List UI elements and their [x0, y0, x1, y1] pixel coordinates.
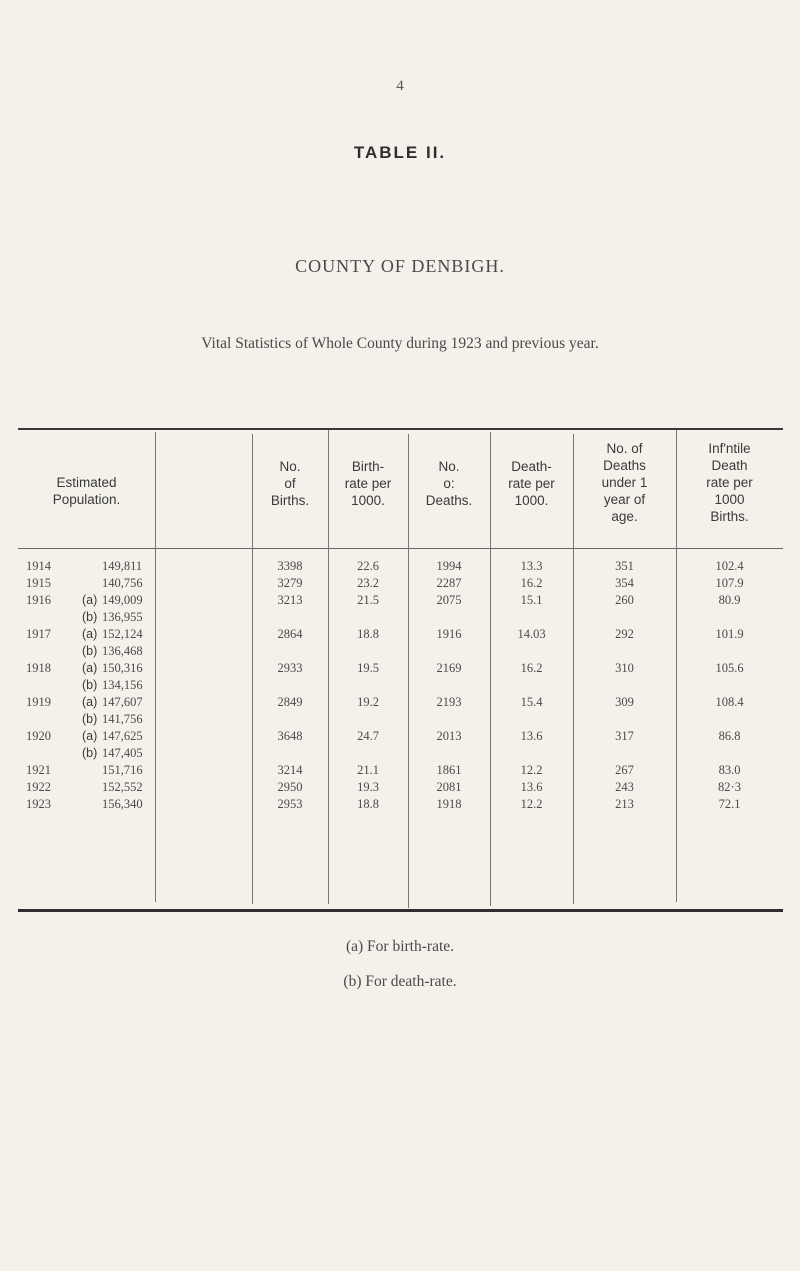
table-label: TABLE II. [353, 143, 447, 162]
cell-population-b: 136,955 [102, 610, 143, 624]
cell-infant-deaths: 292 [615, 627, 634, 641]
cell-death-rate: 12.2 [520, 763, 543, 777]
cell-infantile-death-rate: 86.8 [718, 729, 741, 743]
cell-infant-deaths: 351 [615, 559, 634, 573]
cell-births: 3279 [277, 576, 303, 590]
cell-year: 1923 [26, 797, 51, 811]
cell-infant-deaths: 267 [615, 763, 634, 777]
cell-infantile-death-rate: 105.6 [715, 661, 744, 675]
population-mark-b: (b) [82, 678, 98, 692]
population-mark-b: (b) [82, 712, 98, 726]
footnote-a: (a) For birth-rate. [345, 938, 455, 955]
population-mark-b: (b) [82, 644, 98, 658]
cell-year: 1914 [26, 559, 51, 573]
cell-infantile-death-rate: 102.4 [715, 559, 744, 573]
header-birth-rate: Birth- rate per 1000. [344, 459, 392, 508]
cell-year: 1922 [26, 780, 51, 794]
population-mark-a: (a) [82, 729, 98, 743]
cell-death-rate: 15.1 [520, 593, 543, 607]
population-mark-b: (b) [82, 746, 98, 760]
cell-birth-rate: 21.1 [357, 763, 379, 777]
footnote-b: (b) For death-rate. [343, 973, 457, 990]
cell-death-rate: 12.2 [520, 797, 543, 811]
cell-infant-deaths: 354 [615, 576, 634, 590]
cell-infantile-death-rate: 80.9 [718, 593, 741, 607]
population-mark-a: (a) [82, 627, 98, 641]
cell-deaths: 1918 [436, 797, 462, 811]
cell-infantile-death-rate: 108.4 [715, 695, 744, 709]
cell-deaths: 1861 [436, 763, 462, 777]
cell-year: 1915 [26, 576, 51, 590]
header-death-rate: Death- rate per 1000. [508, 459, 555, 508]
cell-population-a: 152,124 [102, 627, 143, 641]
cell-births: 2864 [277, 627, 303, 641]
cell-birth-rate: 18.8 [357, 797, 379, 811]
cell-birth-rate: 23.2 [357, 576, 379, 590]
cell-population-a: 151,716 [102, 763, 143, 777]
cell-population-b: 141,756 [102, 712, 143, 726]
cell-deaths: 2169 [436, 661, 462, 675]
cell-population-b: 136,468 [102, 644, 143, 658]
cell-births: 3213 [277, 593, 303, 607]
cell-birth-rate: 19.2 [357, 695, 379, 709]
cell-population-a: 150,316 [102, 661, 143, 675]
cell-birth-rate: 21.5 [357, 593, 379, 607]
cell-births: 3214 [277, 763, 303, 777]
column-divider [155, 432, 156, 902]
cell-infant-deaths: 260 [615, 593, 634, 607]
population-mark-a: (a) [82, 593, 98, 607]
population-mark-a: (a) [82, 695, 98, 709]
vital-statistics-table [18, 428, 783, 918]
cell-deaths: 2013 [436, 729, 462, 743]
cell-deaths: 1916 [436, 627, 462, 641]
header-infant-deaths: No. of Deaths under 1 year of age. [601, 441, 648, 524]
cell-infantile-death-rate: 107.9 [715, 576, 744, 590]
cell-birth-rate: 24.7 [357, 729, 379, 743]
cell-births: 3648 [277, 729, 303, 743]
cell-infant-deaths: 309 [615, 695, 634, 709]
cell-births: 2950 [277, 780, 303, 794]
cell-death-rate: 15.4 [520, 695, 543, 709]
cell-deaths: 2075 [436, 593, 462, 607]
cell-death-rate: 13.3 [520, 559, 543, 573]
cell-deaths: 1994 [436, 559, 462, 573]
county-title: COUNTY OF DENBIGH. [295, 256, 505, 276]
table-subtitle: Vital Statistics of Whole County during 1923 and previous year. [201, 335, 599, 352]
cell-population-a: 147,607 [102, 695, 143, 709]
cell-year: 1920 [26, 729, 51, 743]
header-deaths: No. o: Deaths. [425, 459, 473, 508]
cell-death-rate: 14.03 [517, 627, 546, 641]
cell-birth-rate: 19.3 [357, 780, 379, 794]
cell-infant-deaths: 310 [615, 661, 634, 675]
header-estimated-population: Estimated Population. [52, 475, 121, 507]
cell-population-b: 134,156 [102, 678, 143, 692]
cell-death-rate: 13.6 [520, 780, 543, 794]
cell-population-a: 149,811 [102, 559, 143, 573]
cell-population-a: 147,625 [102, 729, 143, 743]
cell-death-rate: 16.2 [520, 576, 543, 590]
cell-infant-deaths: 213 [615, 797, 634, 811]
cell-births: 2849 [277, 695, 303, 709]
cell-population-a: 149,009 [102, 593, 143, 607]
cell-deaths: 2193 [436, 695, 462, 709]
cell-births: 2933 [277, 661, 303, 675]
cell-birth-rate: 18.8 [357, 627, 379, 641]
cell-infantile-death-rate: 83.0 [718, 763, 741, 777]
cell-year: 1918 [26, 661, 51, 675]
header-rule [18, 548, 783, 549]
table-top-rule [18, 428, 783, 430]
cell-population-a: 152,552 [102, 780, 143, 794]
cell-infant-deaths: 243 [615, 780, 634, 794]
cell-birth-rate: 19.5 [357, 661, 379, 675]
population-mark-b: (b) [82, 610, 98, 624]
cell-population-a: 140,756 [102, 576, 143, 590]
header-infantile-death-rate: Inf'ntile Death rate per 1000 Births. [706, 441, 753, 524]
table-bottom-rule [18, 909, 783, 912]
cell-death-rate: 13.6 [520, 729, 543, 743]
cell-births: 3398 [277, 559, 303, 573]
cell-year: 1919 [26, 695, 51, 709]
page-number: 4 [396, 78, 404, 94]
cell-year: 1921 [26, 763, 51, 777]
cell-births: 2953 [277, 797, 303, 811]
cell-infant-deaths: 317 [615, 729, 634, 743]
cell-deaths: 2081 [436, 780, 462, 794]
cell-population-a: 156,340 [102, 797, 143, 811]
cell-year: 1916 [26, 593, 51, 607]
cell-infantile-death-rate: 72.1 [718, 797, 741, 811]
header-births: No. of Births. [270, 459, 310, 508]
cell-infantile-death-rate: 82·3 [718, 780, 741, 794]
cell-population-b: 147,405 [102, 746, 143, 760]
cell-death-rate: 16.2 [520, 661, 543, 675]
cell-infantile-death-rate: 101.9 [715, 627, 744, 641]
cell-deaths: 2287 [436, 576, 462, 590]
population-mark-a: (a) [82, 661, 98, 675]
cell-year: 1917 [26, 627, 51, 641]
cell-birth-rate: 22.6 [357, 559, 379, 573]
